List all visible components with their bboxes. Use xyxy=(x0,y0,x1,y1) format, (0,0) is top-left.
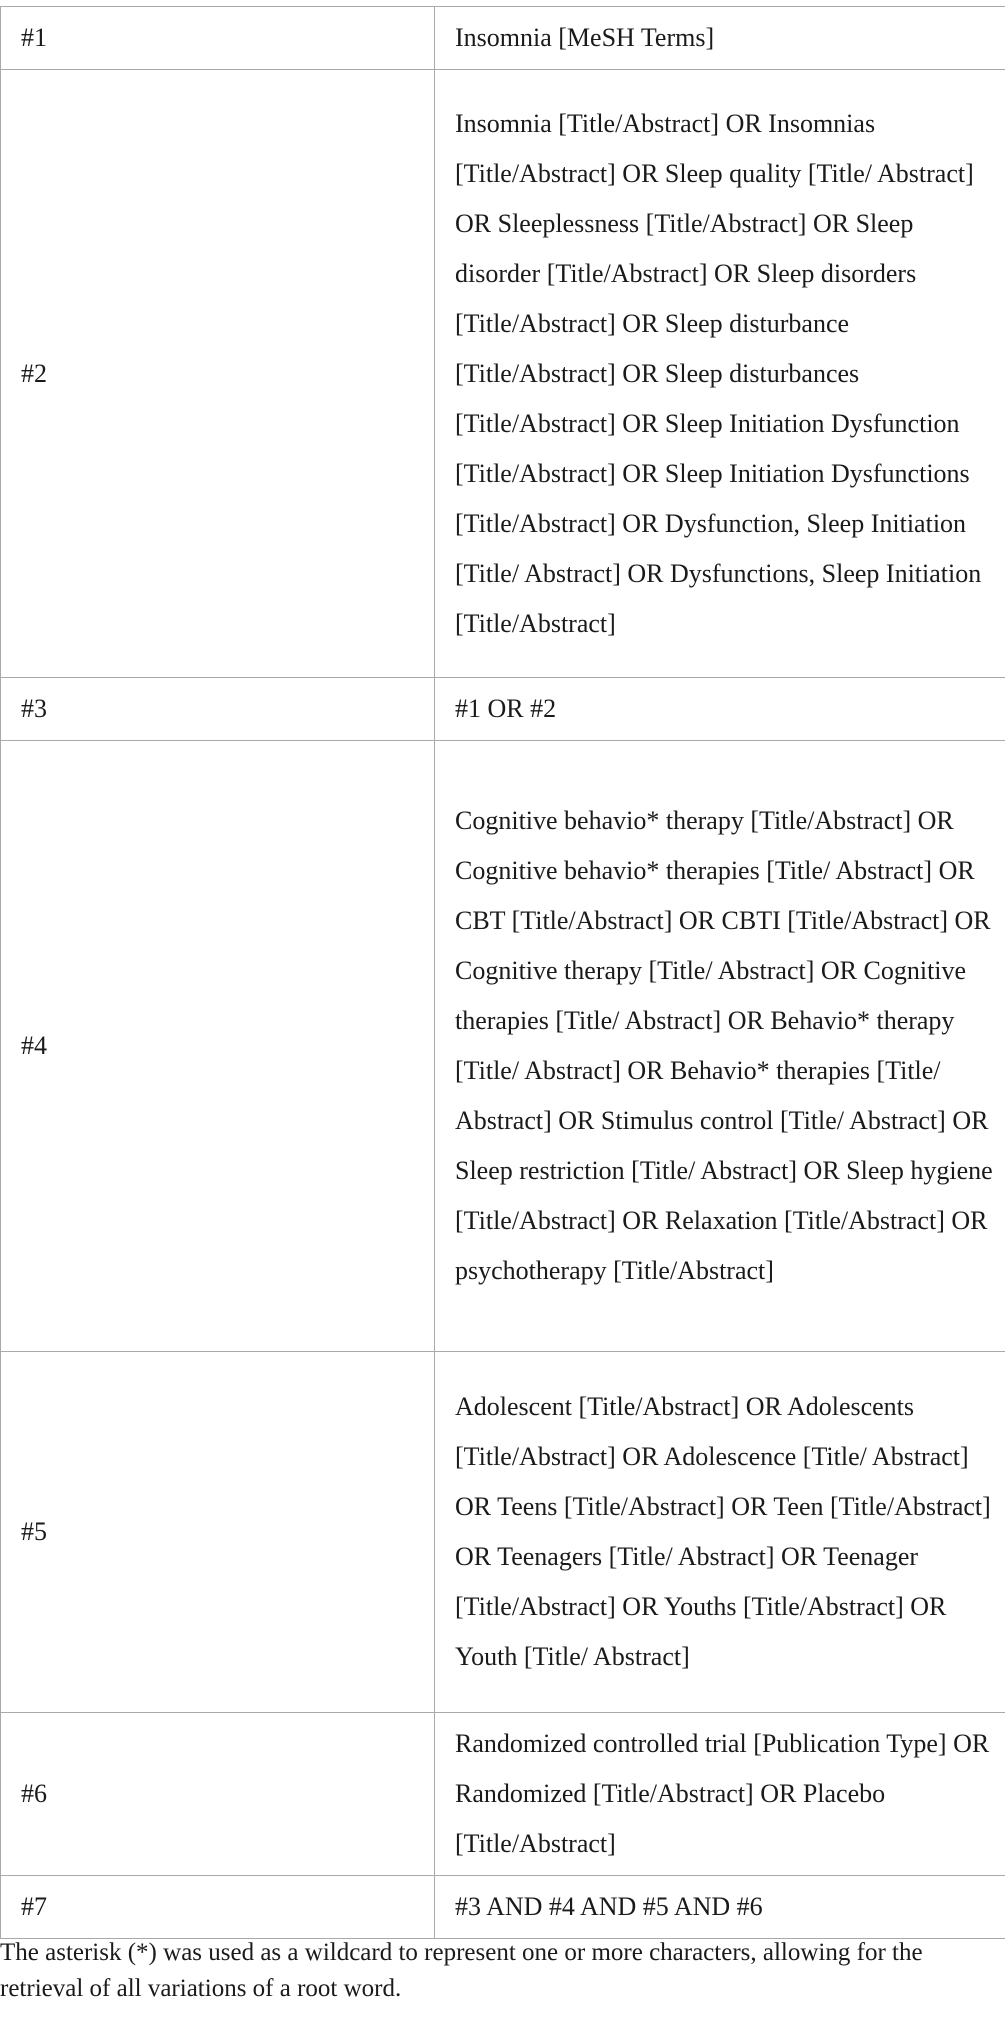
table-row xyxy=(1,70,1005,678)
row-query: Insomnia [Title/Abstract] OR Insomnias [Title/Abstract] OR Sleep quality [Title/ Abstract] OR Sleeplessness [Title/Abstract] OR Sleep disorder [Title/Abstract] OR Sleep disorders [Title/Abstract] OR Sleep disturbance [Title/Abstract] OR Sleep disturbances [Title/Abstract] OR Sleep Initiation Dysfunction [Title/Abstract] OR Sleep Initiation Dysfunctions [Title/Abstract] OR Dysfunction, Sleep Initiation [Title/ Abstract] OR Dysfunctions, Sleep Initiation [Title/Abstract] xyxy=(435,70,1005,678)
row-id: #5 xyxy=(1,1352,435,1713)
row-query: Cognitive behavio* therapy [Title/Abstract] OR Cognitive behavio* therapies [Title/ Abstract] OR CBT [Title/Abstract] OR CBTI [Title/Abstract] OR Cognitive therapy [Title/ Abstract] OR Cognitive therapies [Title/ Abstract] OR Behavio* therapy [Title/ Abstract] OR Behavio* therapies [Title/ Abstract] OR Stimulus control [Title/ Abstract] OR Sleep restriction [Title/ Abstract] OR Sleep hygiene [Title/Abstract] OR Relaxation [Title/Abstract] OR psychotherapy [Title/Abstract] xyxy=(435,741,1005,1352)
table-row xyxy=(1,678,1005,741)
row-query: Randomized controlled trial [Publication Type] OR Randomized [Title/Abstract] OR Placebo [Title/Abstract] xyxy=(435,1713,1005,1876)
search-strategy-table-container xyxy=(0,6,1003,1939)
row-id: #4 xyxy=(1,741,435,1352)
table-row xyxy=(1,1876,1005,1939)
row-query: #1 OR #2 xyxy=(435,678,1005,741)
row-id: #1 xyxy=(1,7,435,70)
table-row xyxy=(1,1713,1005,1876)
table-row xyxy=(1,7,1005,70)
table-row xyxy=(1,741,1005,1352)
search-strategy-table xyxy=(0,6,1005,1939)
row-query: Insomnia [MeSH Terms] xyxy=(435,7,1005,70)
row-id: #6 xyxy=(1,1713,435,1876)
table-footnote: The asterisk (*) was used as a wildcard to represent one or more characters, allowing for the retrieval of all variations of a root word. xyxy=(0,1939,923,2002)
row-query: #3 AND #4 AND #5 AND #6 xyxy=(435,1876,1005,1939)
row-query: Adolescent [Title/Abstract] OR Adolescents [Title/Abstract] OR Adolescence [Title/ Abstract] OR Teens [Title/Abstract] OR Teen [Title/Abstract] OR Teenagers [Title/ Abstract] OR Teenager [Title/Abstract] OR Youths [Title/Abstract] OR Youth [Title/ Abstract] xyxy=(435,1352,1005,1713)
row-id: #3 xyxy=(1,678,435,741)
row-id: #2 xyxy=(1,70,435,678)
row-id: #7 xyxy=(1,1876,435,1939)
table-row xyxy=(1,1352,1005,1713)
